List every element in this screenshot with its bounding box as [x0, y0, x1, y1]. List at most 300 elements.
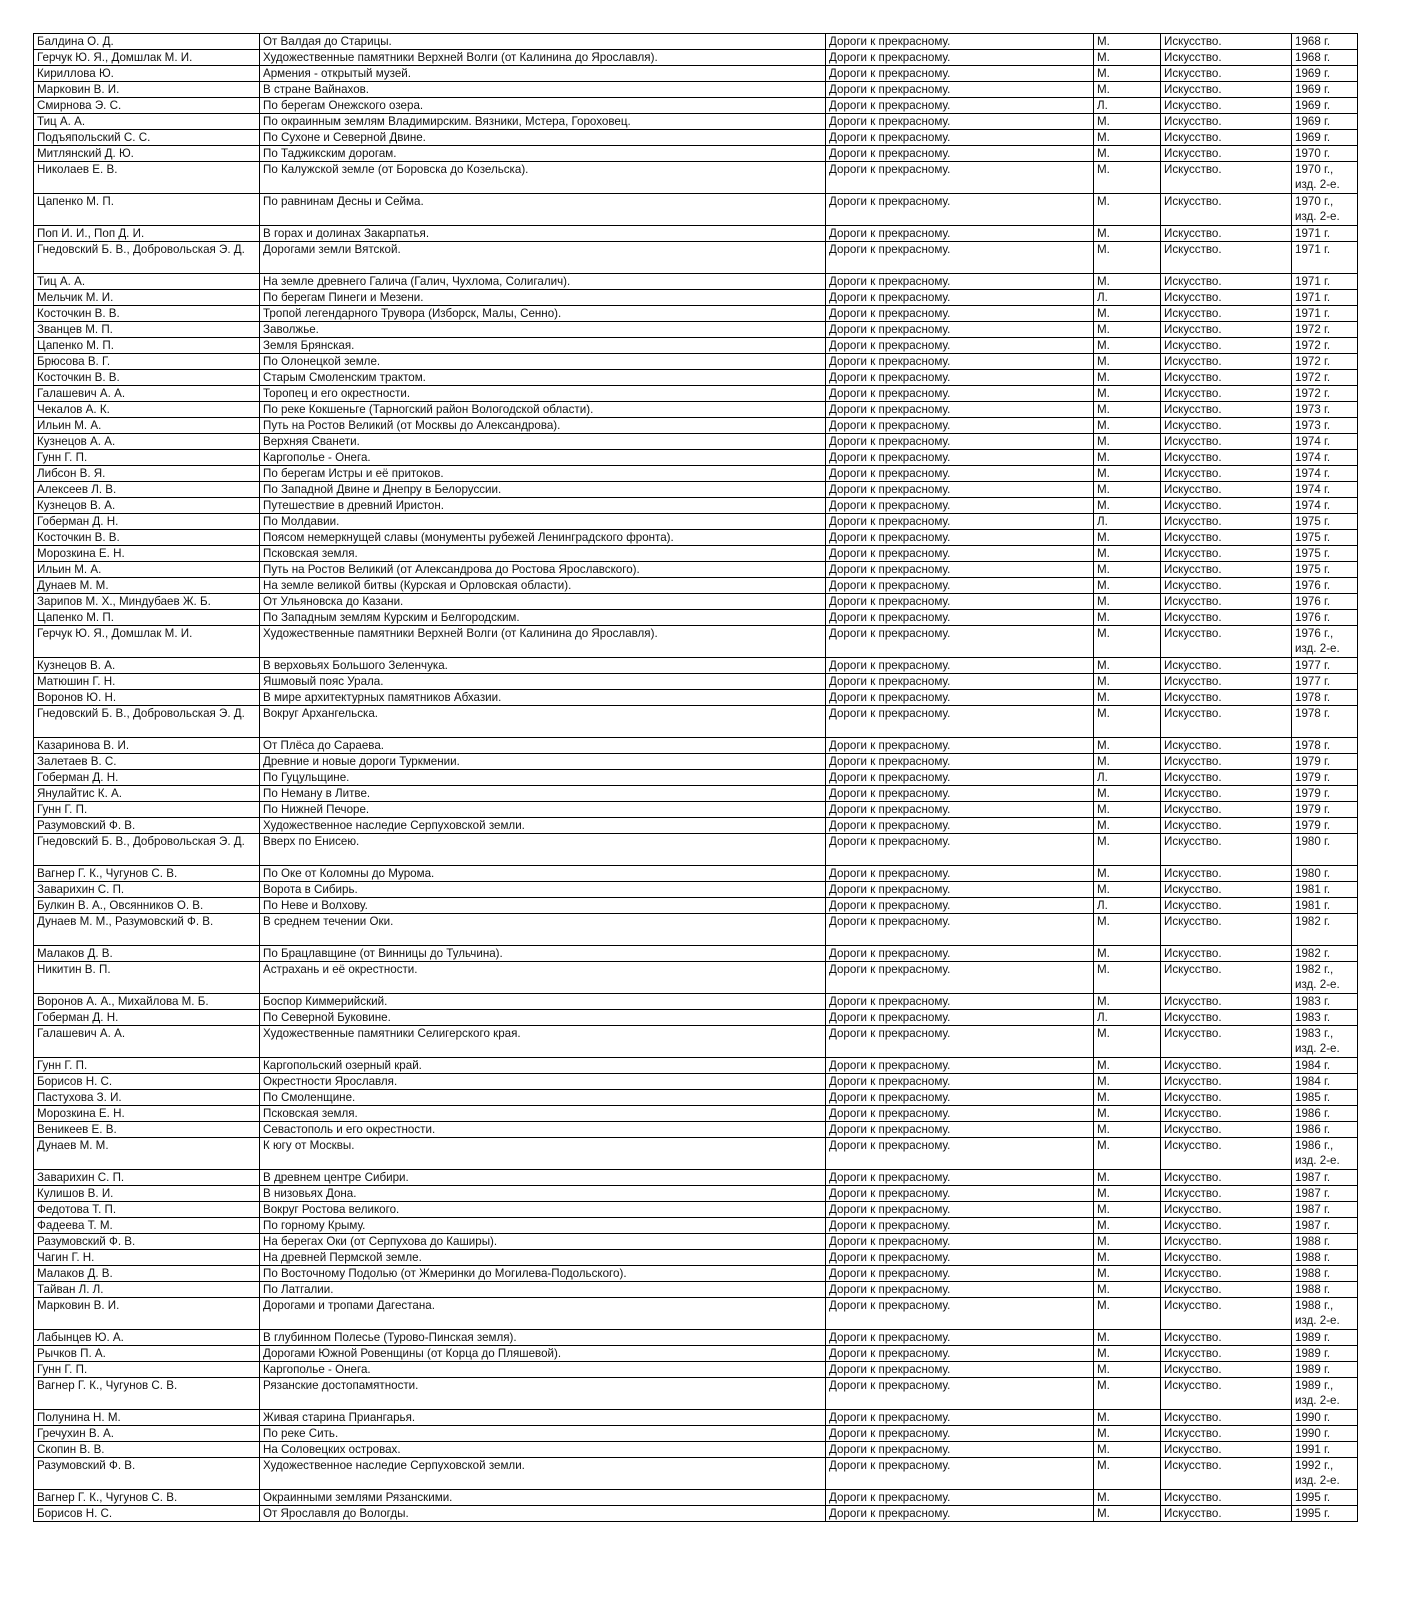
- author-cell: Дунаев М. М.: [34, 1138, 260, 1170]
- city-cell: М.: [1094, 802, 1161, 818]
- city-cell: М.: [1094, 610, 1161, 626]
- year-cell: 1987 г.: [1292, 1218, 1358, 1234]
- title-cell: От Ярославля до Вологды.: [260, 1506, 826, 1522]
- city-cell: М.: [1094, 1490, 1161, 1506]
- table-row: [34, 1410, 1358, 1426]
- city-cell: М.: [1094, 578, 1161, 594]
- author-cell: Дунаев М. М.: [34, 578, 260, 594]
- year-cell: 1976 г.: [1292, 610, 1358, 626]
- city-cell: М.: [1094, 226, 1161, 242]
- series-cell: Дороги к прекрасному.: [826, 1026, 1094, 1058]
- title-cell: Астрахань и её окрестности.: [260, 962, 826, 994]
- author-cell: Разумовский Ф. В.: [34, 1458, 260, 1490]
- table-row: [34, 882, 1358, 898]
- city-cell: М.: [1094, 1346, 1161, 1362]
- title-cell: В стране Вайнахов.: [260, 82, 826, 98]
- table-row: [34, 114, 1358, 130]
- year-cell: 1983 г.: [1292, 1010, 1358, 1026]
- year-cell: 1979 г.: [1292, 818, 1358, 834]
- author-cell: Заварихин С. П.: [34, 882, 260, 898]
- publisher-cell: Искусство.: [1161, 1202, 1292, 1218]
- title-cell: Путешествие в древний Иристон.: [260, 498, 826, 514]
- title-cell: Поясом немеркнущей славы (монументы рубежей Ленинградского фронта).: [260, 530, 826, 546]
- year-cell: 1972 г.: [1292, 370, 1358, 386]
- title-cell: В верховьях Большого Зеленчука.: [260, 658, 826, 674]
- city-cell: М.: [1094, 1138, 1161, 1170]
- series-cell: Дороги к прекрасному.: [826, 50, 1094, 66]
- publisher-cell: Искусство.: [1161, 546, 1292, 562]
- series-cell: Дороги к прекрасному.: [826, 386, 1094, 402]
- author-cell: Залетаев В. С.: [34, 754, 260, 770]
- table-row: [34, 546, 1358, 562]
- publisher-cell: Искусство.: [1161, 418, 1292, 434]
- title-cell: Боспор Киммерийский.: [260, 994, 826, 1010]
- author-cell: Мельчик М. И.: [34, 290, 260, 306]
- series-cell: Дороги к прекрасному.: [826, 1282, 1094, 1298]
- author-cell: Чагин Г. Н.: [34, 1250, 260, 1266]
- city-cell: М.: [1094, 114, 1161, 130]
- publisher-cell: Искусство.: [1161, 242, 1292, 274]
- year-cell: 1971 г.: [1292, 290, 1358, 306]
- publisher-cell: Искусство.: [1161, 50, 1292, 66]
- table-row: [34, 514, 1358, 530]
- publisher-cell: Искусство.: [1161, 1186, 1292, 1202]
- series-cell: Дороги к прекрасному.: [826, 66, 1094, 82]
- publisher-cell: Искусство.: [1161, 770, 1292, 786]
- year-cell: 1984 г.: [1292, 1074, 1358, 1090]
- year-cell: 1977 г.: [1292, 674, 1358, 690]
- publisher-cell: Искусство.: [1161, 834, 1292, 866]
- title-cell: По Олонецкой земле.: [260, 354, 826, 370]
- series-cell: Дороги к прекрасному.: [826, 498, 1094, 514]
- author-cell: Заварихин С. П.: [34, 1170, 260, 1186]
- table-row: [34, 402, 1358, 418]
- year-cell: 1990 г.: [1292, 1426, 1358, 1442]
- year-cell: 1991 г.: [1292, 1442, 1358, 1458]
- city-cell: М.: [1094, 882, 1161, 898]
- year-cell: 1984 г.: [1292, 1058, 1358, 1074]
- title-cell: Древние и новые дороги Туркмении.: [260, 754, 826, 770]
- publisher-cell: Искусство.: [1161, 578, 1292, 594]
- series-cell: Дороги к прекрасному.: [826, 914, 1094, 946]
- city-cell: М.: [1094, 1506, 1161, 1522]
- title-cell: Окраинными землями Рязанскими.: [260, 1490, 826, 1506]
- table-row: [34, 706, 1358, 738]
- series-cell: Дороги к прекрасному.: [826, 866, 1094, 882]
- city-cell: М.: [1094, 1122, 1161, 1138]
- publisher-cell: Искусство.: [1161, 1026, 1292, 1058]
- city-cell: М.: [1094, 370, 1161, 386]
- title-cell: Севастополь и его окрестности.: [260, 1122, 826, 1138]
- author-cell: Малаков Д. В.: [34, 1266, 260, 1282]
- author-cell: Кулишов В. И.: [34, 1186, 260, 1202]
- city-cell: М.: [1094, 1378, 1161, 1410]
- publisher-cell: Искусство.: [1161, 450, 1292, 466]
- table-row: [34, 610, 1358, 626]
- series-cell: Дороги к прекрасному.: [826, 1122, 1094, 1138]
- year-cell: 1977 г.: [1292, 658, 1358, 674]
- title-cell: По Латгалии.: [260, 1282, 826, 1298]
- author-cell: Вагнер Г. К., Чугунов С. В.: [34, 1378, 260, 1410]
- table-row: [34, 802, 1358, 818]
- author-cell: Кузнецов А. А.: [34, 434, 260, 450]
- publisher-cell: Искусство.: [1161, 1250, 1292, 1266]
- city-cell: М.: [1094, 354, 1161, 370]
- year-cell: 1989 г.: [1292, 1330, 1358, 1346]
- table-row: [34, 338, 1358, 354]
- author-cell: Кузнецов В. А.: [34, 498, 260, 514]
- title-cell: Живая старина Приангарья.: [260, 1410, 826, 1426]
- table-row: [34, 1330, 1358, 1346]
- table-row: [34, 594, 1358, 610]
- author-cell: Либсон В. Я.: [34, 466, 260, 482]
- series-cell: Дороги к прекрасному.: [826, 146, 1094, 162]
- series-cell: Дороги к прекрасному.: [826, 482, 1094, 498]
- table-row: [34, 434, 1358, 450]
- title-cell: Путь на Ростов Великий (от Москвы до Александрова).: [260, 418, 826, 434]
- title-cell: В горах и долинах Закарпатья.: [260, 226, 826, 242]
- author-cell: Морозкина Е. Н.: [34, 1106, 260, 1122]
- author-cell: Воронов Ю. Н.: [34, 690, 260, 706]
- title-cell: По Смоленщине.: [260, 1090, 826, 1106]
- series-cell: Дороги к прекрасному.: [826, 226, 1094, 242]
- series-cell: Дороги к прекрасному.: [826, 530, 1094, 546]
- series-cell: Дороги к прекрасному.: [826, 738, 1094, 754]
- title-cell: Армения - открытый музей.: [260, 66, 826, 82]
- series-cell: Дороги к прекрасному.: [826, 322, 1094, 338]
- series-cell: Дороги к прекрасному.: [826, 1234, 1094, 1250]
- series-cell: Дороги к прекрасному.: [826, 786, 1094, 802]
- city-cell: М.: [1094, 594, 1161, 610]
- table-row: [34, 1058, 1358, 1074]
- title-cell: По реке Сить.: [260, 1426, 826, 1442]
- author-cell: Ильин М. А.: [34, 418, 260, 434]
- city-cell: М.: [1094, 434, 1161, 450]
- year-cell: 1970 г.: [1292, 146, 1358, 162]
- city-cell: М.: [1094, 146, 1161, 162]
- year-cell: 1979 г.: [1292, 770, 1358, 786]
- title-cell: Дорогами и тропами Дагестана.: [260, 1298, 826, 1330]
- city-cell: М.: [1094, 482, 1161, 498]
- city-cell: М.: [1094, 162, 1161, 194]
- year-cell: 1971 г.: [1292, 242, 1358, 274]
- title-cell: Художественное наследие Серпуховской земли.: [260, 818, 826, 834]
- city-cell: М.: [1094, 658, 1161, 674]
- author-cell: Николаев Е. В.: [34, 162, 260, 194]
- title-cell: Каргополье - Онега.: [260, 450, 826, 466]
- publisher-cell: Искусство.: [1161, 1442, 1292, 1458]
- series-cell: Дороги к прекрасному.: [826, 1378, 1094, 1410]
- title-cell: Старым Смоленским трактом.: [260, 370, 826, 386]
- title-cell: Каргополье - Онега.: [260, 1362, 826, 1378]
- publisher-cell: Искусство.: [1161, 962, 1292, 994]
- year-cell: 1970 г., изд. 2-е.: [1292, 162, 1358, 194]
- series-cell: Дороги к прекрасному.: [826, 466, 1094, 482]
- year-cell: 1990 г.: [1292, 1410, 1358, 1426]
- table-row: [34, 994, 1358, 1010]
- author-cell: Воронов А. А., Михайлова М. Б.: [34, 994, 260, 1010]
- series-cell: Дороги к прекрасному.: [826, 1058, 1094, 1074]
- year-cell: 1969 г.: [1292, 66, 1358, 82]
- series-cell: Дороги к прекрасному.: [826, 130, 1094, 146]
- author-cell: Цапенко М. П.: [34, 610, 260, 626]
- table-row: [34, 1106, 1358, 1122]
- title-cell: На древней Пермской земле.: [260, 1250, 826, 1266]
- publisher-cell: Искусство.: [1161, 626, 1292, 658]
- publisher-cell: Искусство.: [1161, 1138, 1292, 1170]
- series-cell: Дороги к прекрасному.: [826, 1090, 1094, 1106]
- publisher-cell: Искусство.: [1161, 594, 1292, 610]
- series-cell: Дороги к прекрасному.: [826, 98, 1094, 114]
- publisher-cell: Искусство.: [1161, 290, 1292, 306]
- year-cell: 1975 г.: [1292, 546, 1358, 562]
- city-cell: М.: [1094, 738, 1161, 754]
- table-row: [34, 754, 1358, 770]
- year-cell: 1988 г.: [1292, 1282, 1358, 1298]
- publisher-cell: Искусство.: [1161, 882, 1292, 898]
- table-row: [34, 498, 1358, 514]
- year-cell: 1983 г., изд. 2-е.: [1292, 1026, 1358, 1058]
- author-cell: Балдина О. Д.: [34, 34, 260, 50]
- city-cell: М.: [1094, 1186, 1161, 1202]
- author-cell: Брюсова В. Г.: [34, 354, 260, 370]
- publisher-cell: Искусство.: [1161, 1266, 1292, 1282]
- publisher-cell: Искусство.: [1161, 1090, 1292, 1106]
- table-row: [34, 1010, 1358, 1026]
- city-cell: М.: [1094, 450, 1161, 466]
- publisher-cell: Искусство.: [1161, 434, 1292, 450]
- author-cell: Гоберман Д. Н.: [34, 514, 260, 530]
- series-cell: Дороги к прекрасному.: [826, 818, 1094, 834]
- year-cell: 1976 г., изд. 2-е.: [1292, 626, 1358, 658]
- author-cell: Янулайтис К. А.: [34, 786, 260, 802]
- table-row: [34, 50, 1358, 66]
- table-row: [34, 1298, 1358, 1330]
- title-cell: По Северной Буковине.: [260, 1010, 826, 1026]
- series-cell: Дороги к прекрасному.: [826, 690, 1094, 706]
- table-row: [34, 66, 1358, 82]
- author-cell: Алексеев Л. В.: [34, 482, 260, 498]
- table-row: [34, 1218, 1358, 1234]
- table-body: [34, 34, 1358, 1522]
- publisher-cell: Искусство.: [1161, 1122, 1292, 1138]
- year-cell: 1995 г.: [1292, 1506, 1358, 1522]
- author-cell: Пастухова З. И.: [34, 1090, 260, 1106]
- table-row: [34, 1458, 1358, 1490]
- author-cell: Гоберман Д. Н.: [34, 1010, 260, 1026]
- author-cell: Борисов Н. С.: [34, 1506, 260, 1522]
- title-cell: По Неману в Литве.: [260, 786, 826, 802]
- title-cell: По Оке от Коломны до Мурома.: [260, 866, 826, 882]
- year-cell: 1989 г., изд. 2-е.: [1292, 1378, 1358, 1410]
- table-row: [34, 386, 1358, 402]
- publisher-cell: Искусство.: [1161, 1490, 1292, 1506]
- series-cell: Дороги к прекрасному.: [826, 626, 1094, 658]
- city-cell: М.: [1094, 82, 1161, 98]
- author-cell: Тайван Л. Л.: [34, 1282, 260, 1298]
- author-cell: Ильин М. А.: [34, 562, 260, 578]
- publisher-cell: Искусство.: [1161, 994, 1292, 1010]
- year-cell: 1982 г., изд. 2-е.: [1292, 962, 1358, 994]
- author-cell: Никитин В. П.: [34, 962, 260, 994]
- publisher-cell: Искусство.: [1161, 562, 1292, 578]
- city-cell: М.: [1094, 418, 1161, 434]
- year-cell: 1979 г.: [1292, 802, 1358, 818]
- table-row: [34, 914, 1358, 946]
- table-row: [34, 130, 1358, 146]
- series-cell: Дороги к прекрасному.: [826, 306, 1094, 322]
- publisher-cell: Искусство.: [1161, 194, 1292, 226]
- city-cell: М.: [1094, 914, 1161, 946]
- author-cell: Кириллова Ю.: [34, 66, 260, 82]
- city-cell: М.: [1094, 1362, 1161, 1378]
- table-row: [34, 322, 1358, 338]
- publisher-cell: Искусство.: [1161, 1106, 1292, 1122]
- author-cell: Гнедовский Б. В., Добровольская Э. Д.: [34, 242, 260, 274]
- author-cell: Федотова Т. П.: [34, 1202, 260, 1218]
- table-row: [34, 1378, 1358, 1410]
- table-row: [34, 98, 1358, 114]
- title-cell: По Сухоне и Северной Двине.: [260, 130, 826, 146]
- city-cell: М.: [1094, 706, 1161, 738]
- author-cell: Вагнер Г. К., Чугунов С. В.: [34, 1490, 260, 1506]
- city-cell: М.: [1094, 386, 1161, 402]
- year-cell: 1973 г.: [1292, 402, 1358, 418]
- author-cell: Разумовский Ф. В.: [34, 818, 260, 834]
- city-cell: М.: [1094, 1202, 1161, 1218]
- year-cell: 1988 г.: [1292, 1266, 1358, 1282]
- table-row: [34, 1186, 1358, 1202]
- city-cell: М.: [1094, 194, 1161, 226]
- author-cell: Дунаев М. М., Разумовский Ф. В.: [34, 914, 260, 946]
- city-cell: Л.: [1094, 98, 1161, 114]
- author-cell: Морозкина Е. Н.: [34, 546, 260, 562]
- title-cell: На земле великой битвы (Курская и Орловская области).: [260, 578, 826, 594]
- author-cell: Тиц А. А.: [34, 114, 260, 130]
- city-cell: Л.: [1094, 290, 1161, 306]
- table-row: [34, 818, 1358, 834]
- title-cell: Рязанские достопамятности.: [260, 1378, 826, 1410]
- table-row: [34, 578, 1358, 594]
- city-cell: М.: [1094, 34, 1161, 50]
- city-cell: М.: [1094, 498, 1161, 514]
- year-cell: 1968 г.: [1292, 34, 1358, 50]
- year-cell: 1988 г.: [1292, 1234, 1358, 1250]
- year-cell: 1972 г.: [1292, 322, 1358, 338]
- title-cell: Дорогами земли Вятской.: [260, 242, 826, 274]
- author-cell: Цапенко М. П.: [34, 194, 260, 226]
- title-cell: Окрестности Ярославля.: [260, 1074, 826, 1090]
- author-cell: Кузнецов В. А.: [34, 658, 260, 674]
- year-cell: 1980 г.: [1292, 834, 1358, 866]
- title-cell: По Таджикским дорогам.: [260, 146, 826, 162]
- publisher-cell: Искусство.: [1161, 658, 1292, 674]
- city-cell: М.: [1094, 1458, 1161, 1490]
- series-cell: Дороги к прекрасному.: [826, 1170, 1094, 1186]
- title-cell: Дорогами Южной Ровенщины (от Корца до Пляшевой).: [260, 1346, 826, 1362]
- table-row: [34, 674, 1358, 690]
- publisher-cell: Искусство.: [1161, 1378, 1292, 1410]
- title-cell: Псковская земля.: [260, 546, 826, 562]
- publisher-cell: Искусство.: [1161, 498, 1292, 514]
- series-cell: Дороги к прекрасному.: [826, 674, 1094, 690]
- author-cell: Марковин В. И.: [34, 82, 260, 98]
- series-cell: Дороги к прекрасному.: [826, 706, 1094, 738]
- publisher-cell: Искусство.: [1161, 402, 1292, 418]
- publisher-cell: Искусство.: [1161, 338, 1292, 354]
- title-cell: Художественные памятники Селигерского края.: [260, 1026, 826, 1058]
- year-cell: 1982 г.: [1292, 914, 1358, 946]
- title-cell: По реке Кокшеньге (Тарногский район Вологодской области).: [260, 402, 826, 418]
- table-row: [34, 1426, 1358, 1442]
- table-row: [34, 962, 1358, 994]
- publisher-cell: Искусство.: [1161, 946, 1292, 962]
- author-cell: Гоберман Д. Н.: [34, 770, 260, 786]
- publisher-cell: Искусство.: [1161, 306, 1292, 322]
- title-cell: В среднем течении Оки.: [260, 914, 826, 946]
- publisher-cell: Искусство.: [1161, 114, 1292, 130]
- title-cell: По Нижней Печоре.: [260, 802, 826, 818]
- title-cell: Торопец и его окрестности.: [260, 386, 826, 402]
- title-cell: На Соловецких островах.: [260, 1442, 826, 1458]
- table-row: [34, 1250, 1358, 1266]
- title-cell: По Неве и Волхову.: [260, 898, 826, 914]
- author-cell: Малаков Д. В.: [34, 946, 260, 962]
- table-row: [34, 1090, 1358, 1106]
- year-cell: 1995 г.: [1292, 1490, 1358, 1506]
- year-cell: 1986 г.: [1292, 1122, 1358, 1138]
- table-row: [34, 482, 1358, 498]
- series-cell: Дороги к прекрасному.: [826, 1426, 1094, 1442]
- table-row: [34, 626, 1358, 658]
- table-row: [34, 290, 1358, 306]
- table-row: [34, 226, 1358, 242]
- table-row: [34, 1122, 1358, 1138]
- year-cell: 1983 г.: [1292, 994, 1358, 1010]
- year-cell: 1981 г.: [1292, 898, 1358, 914]
- title-cell: Ворота в Сибирь.: [260, 882, 826, 898]
- city-cell: Л.: [1094, 1010, 1161, 1026]
- city-cell: М.: [1094, 50, 1161, 66]
- author-cell: Чекалов А. К.: [34, 402, 260, 418]
- city-cell: М.: [1094, 322, 1161, 338]
- table-row: [34, 146, 1358, 162]
- publisher-cell: Искусство.: [1161, 786, 1292, 802]
- series-cell: Дороги к прекрасному.: [826, 1362, 1094, 1378]
- publisher-cell: Искусство.: [1161, 34, 1292, 50]
- year-cell: 1978 г.: [1292, 706, 1358, 738]
- city-cell: М.: [1094, 1266, 1161, 1282]
- publisher-cell: Искусство.: [1161, 914, 1292, 946]
- table-row: [34, 162, 1358, 194]
- year-cell: 1976 г.: [1292, 578, 1358, 594]
- title-cell: По равнинам Десны и Сейма.: [260, 194, 826, 226]
- table-row: [34, 1346, 1358, 1362]
- series-cell: Дороги к прекрасному.: [826, 1346, 1094, 1362]
- year-cell: 1982 г.: [1292, 946, 1358, 962]
- title-cell: В древнем центре Сибири.: [260, 1170, 826, 1186]
- city-cell: М.: [1094, 530, 1161, 546]
- author-cell: Скопин В. В.: [34, 1442, 260, 1458]
- table-row: [34, 658, 1358, 674]
- series-cell: Дороги к прекрасному.: [826, 882, 1094, 898]
- publisher-cell: Искусство.: [1161, 738, 1292, 754]
- series-cell: Дороги к прекрасному.: [826, 418, 1094, 434]
- table-row: [34, 450, 1358, 466]
- title-cell: По берегам Онежского озера.: [260, 98, 826, 114]
- table-row: [34, 354, 1358, 370]
- publisher-cell: Искусство.: [1161, 1170, 1292, 1186]
